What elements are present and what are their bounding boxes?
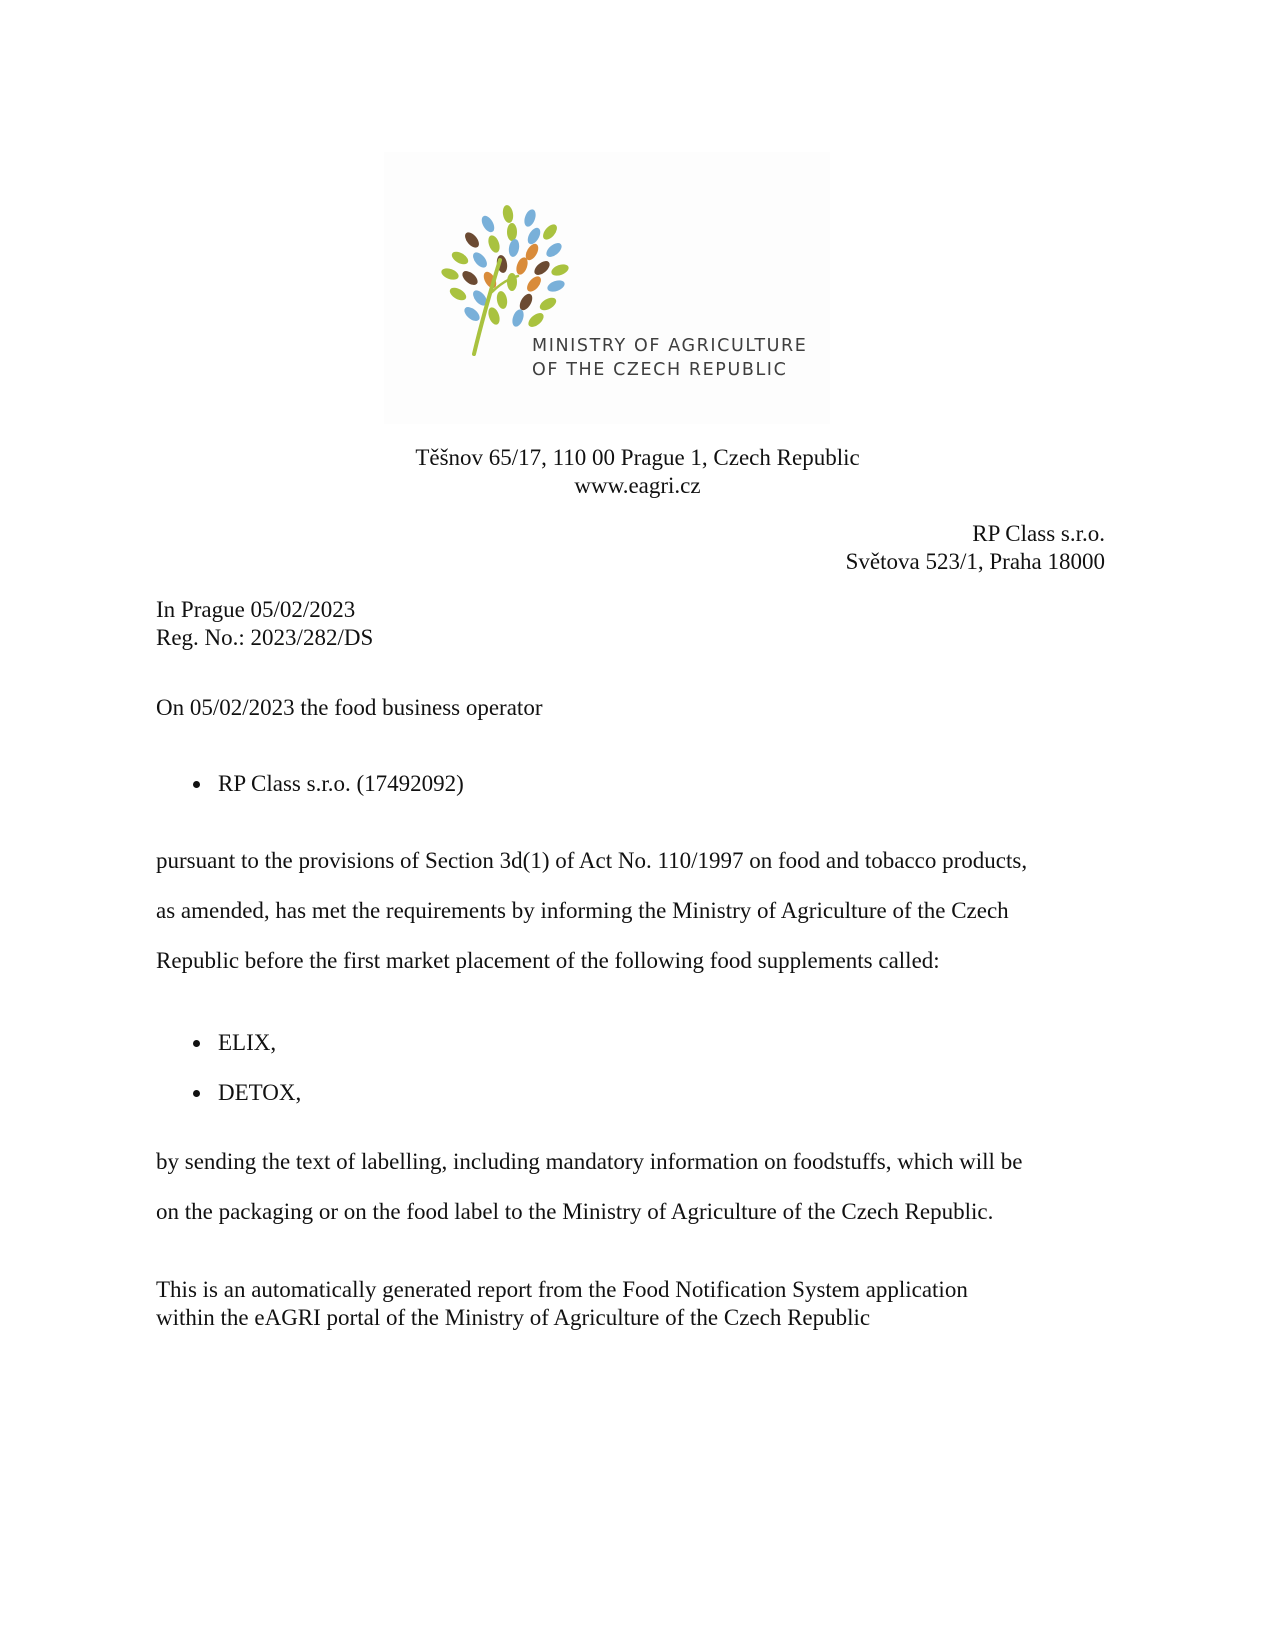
leaf-icon	[486, 306, 502, 326]
leaf-icon	[550, 262, 570, 278]
leaf-icon	[502, 204, 515, 223]
paragraph-labelling	[156, 1137, 1022, 1237]
list-item: DETOX,	[188, 1068, 301, 1118]
leaf-icon	[510, 308, 526, 328]
leaf-icon	[496, 290, 509, 309]
leaf-icon	[540, 222, 559, 242]
logo-text-line1: MINISTRY OF AGRICULTURE	[532, 336, 808, 356]
footer-note	[156, 1276, 968, 1332]
paragraph-line: as amended, has met the requirements by informing the Ministry of Agriculture of the Czech	[156, 898, 1009, 923]
operator-list	[188, 770, 464, 798]
recipient-address: Světova 523/1, Praha 18000	[845, 549, 1105, 574]
paragraph-line: by sending the text of labelling, including mandatory information on foodstuffs, which will be	[156, 1149, 1023, 1174]
list-item: ELIX,	[188, 1018, 301, 1068]
leaf-icon	[522, 208, 538, 228]
leaf-icon	[470, 250, 489, 270]
leaf-icon	[507, 223, 517, 241]
leaf-icon	[532, 258, 552, 277]
ministry-logo	[384, 152, 830, 424]
leaf-icon	[524, 274, 543, 294]
paragraph-line: on the packaging or on the food label to the Ministry of Agriculture of the Czech Republic.	[156, 1199, 994, 1224]
leaf-icon	[460, 268, 480, 287]
paragraph-line: Republic before the first market placement of the following food supplements called:	[156, 948, 940, 973]
paragraph-line: pursuant to the provisions of Section 3d(1) of Act No. 110/1997 on food and tobacco products,	[156, 848, 1028, 873]
leaf-icon	[544, 240, 564, 259]
logo-text-line2: OF THE CZECH REPUBLIC	[532, 360, 788, 380]
sender-block	[0, 444, 1275, 500]
leaf-icon	[440, 266, 460, 282]
list-item: RP Class s.r.o. (17492092)	[188, 770, 464, 798]
leaf-icon	[526, 310, 546, 329]
leaf-icon	[450, 249, 471, 267]
leaf-icon	[538, 295, 559, 313]
recipient-block	[846, 520, 1105, 576]
sender-website: www.eagri.cz	[574, 473, 701, 498]
footer-line: This is an automatically generated report from the Food Notification System application	[156, 1277, 968, 1302]
leaf-icon	[448, 285, 469, 303]
registration-number: Reg. No.: 2023/282/DS	[156, 625, 374, 650]
leaf-icon	[462, 230, 481, 250]
product-list	[188, 1018, 301, 1118]
place-date: In Prague 05/02/2023	[156, 597, 356, 622]
recipient-name: RP Class s.r.o.	[972, 521, 1105, 546]
intro-text: On 05/02/2023 the food business operator	[156, 695, 543, 720]
leaf-icon	[462, 304, 482, 323]
logo-text	[532, 334, 807, 382]
paragraph-requirements	[156, 836, 1027, 986]
leaf-icon	[546, 278, 566, 294]
leaf-icon	[508, 238, 521, 257]
footer-line: within the eAGRI portal of the Ministry of Agriculture of the Czech Republic	[156, 1305, 871, 1330]
leaf-icon	[525, 226, 543, 247]
leaf-icon	[479, 214, 497, 235]
sender-address: Těšnov 65/17, 110 00 Prague 1, Czech Republic	[415, 445, 860, 470]
leaf-icon	[486, 234, 502, 254]
tree-logo-icon	[384, 152, 830, 424]
meta-block	[156, 596, 373, 652]
leaf-icon	[517, 292, 535, 313]
